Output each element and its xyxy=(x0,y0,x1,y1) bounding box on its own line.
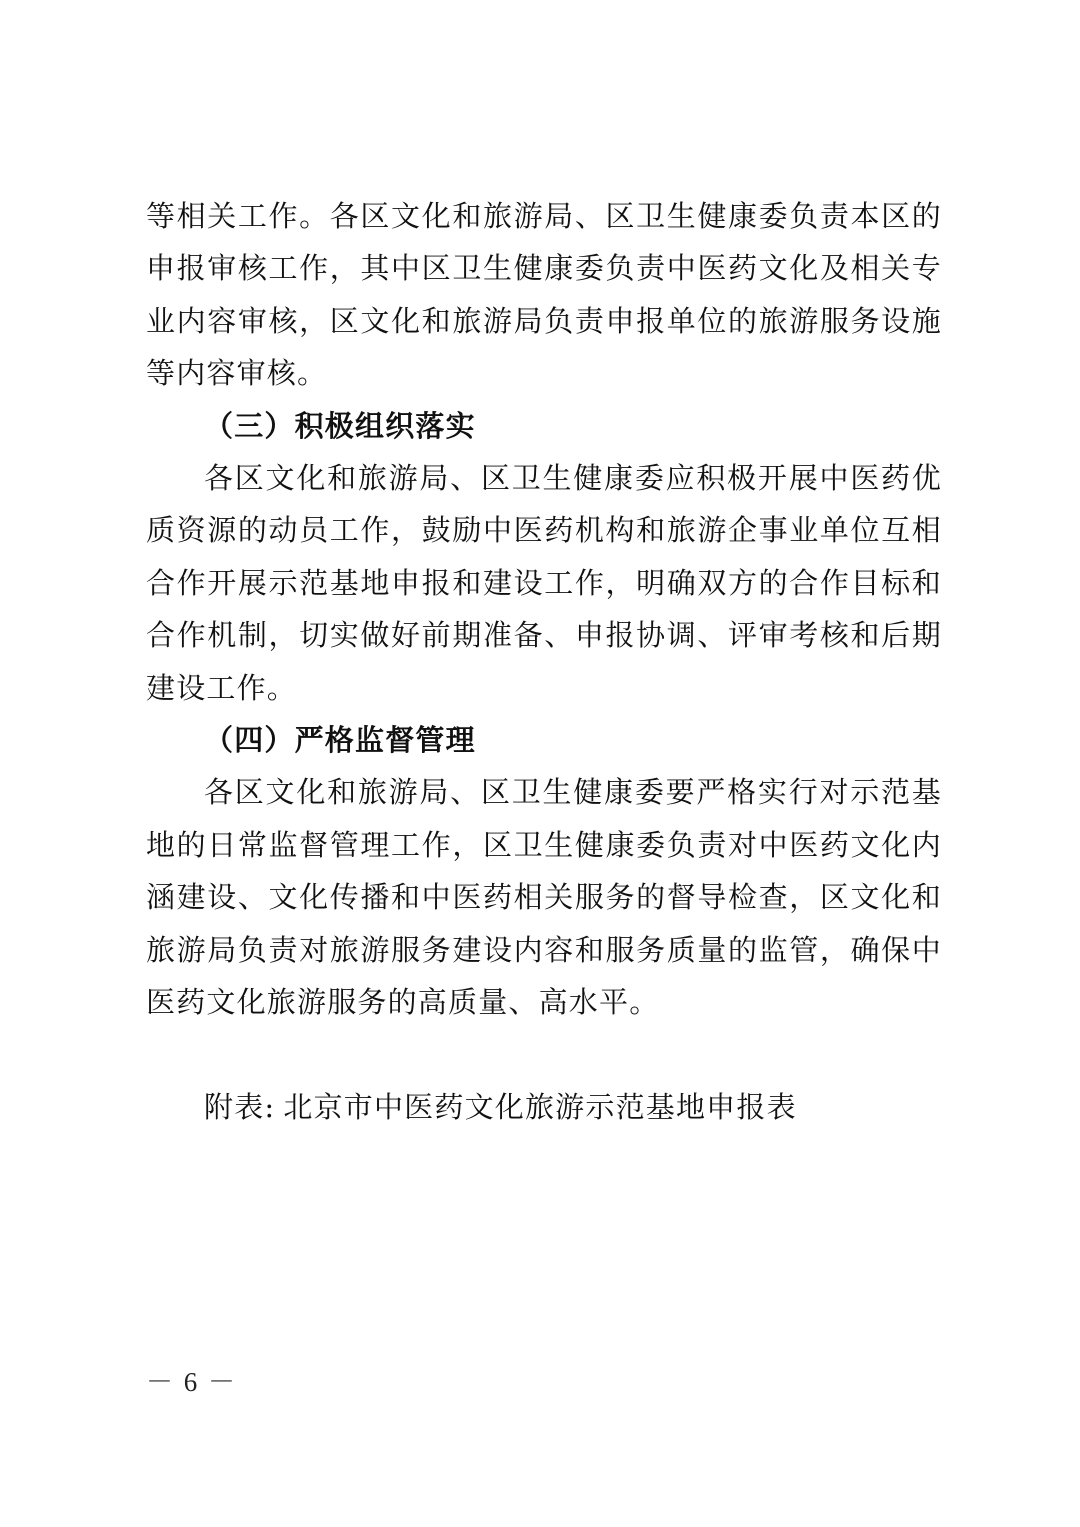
section-3-paragraph: 各区文化和旅游局、区卫生健康委应积极开展中医药优质资源的动员工作，鼓励中医药机构和旅游企事业单位互相合作开展示范基地申报和建设工作，明确双方的合作目标和合作机制，切实做好前期准备、申报协调、评审考核和后期建设工作。 xyxy=(146,461,942,705)
document-body xyxy=(146,190,942,1133)
section-heading-4: （四）严格监督管理 xyxy=(204,723,476,758)
attachment-title: 北京市中医药文化旅游示范基地申报表 xyxy=(283,1089,797,1124)
section-4-paragraph: 各区文化和旅游局、区卫生健康委要严格实行对示范基地的日常监督管理工作，区卫生健康委负责对中医药文化内涵建设、文化传播和中医药相关服务的督导检查，区文化和旅游局负责对旅游服务建设内容和服务质量的监管，确保中医药文化旅游服务的高质量、高水平。 xyxy=(146,775,942,1020)
paragraph-continuation: 等相关工作。各区文化和旅游局、区卫生健康委负责本区的申报审核工作，其中区卫生健康委负责中医药文化及相关专业内容审核，区文化和旅游局负责申报单位的旅游服务设施等内容审核。 xyxy=(146,199,942,391)
section-heading-3: （三）积极组织落实 xyxy=(204,408,476,443)
page-number: － 6 － xyxy=(146,1367,237,1397)
attachment-line xyxy=(146,1081,942,1133)
attachment-label: 附表: xyxy=(204,1089,276,1124)
